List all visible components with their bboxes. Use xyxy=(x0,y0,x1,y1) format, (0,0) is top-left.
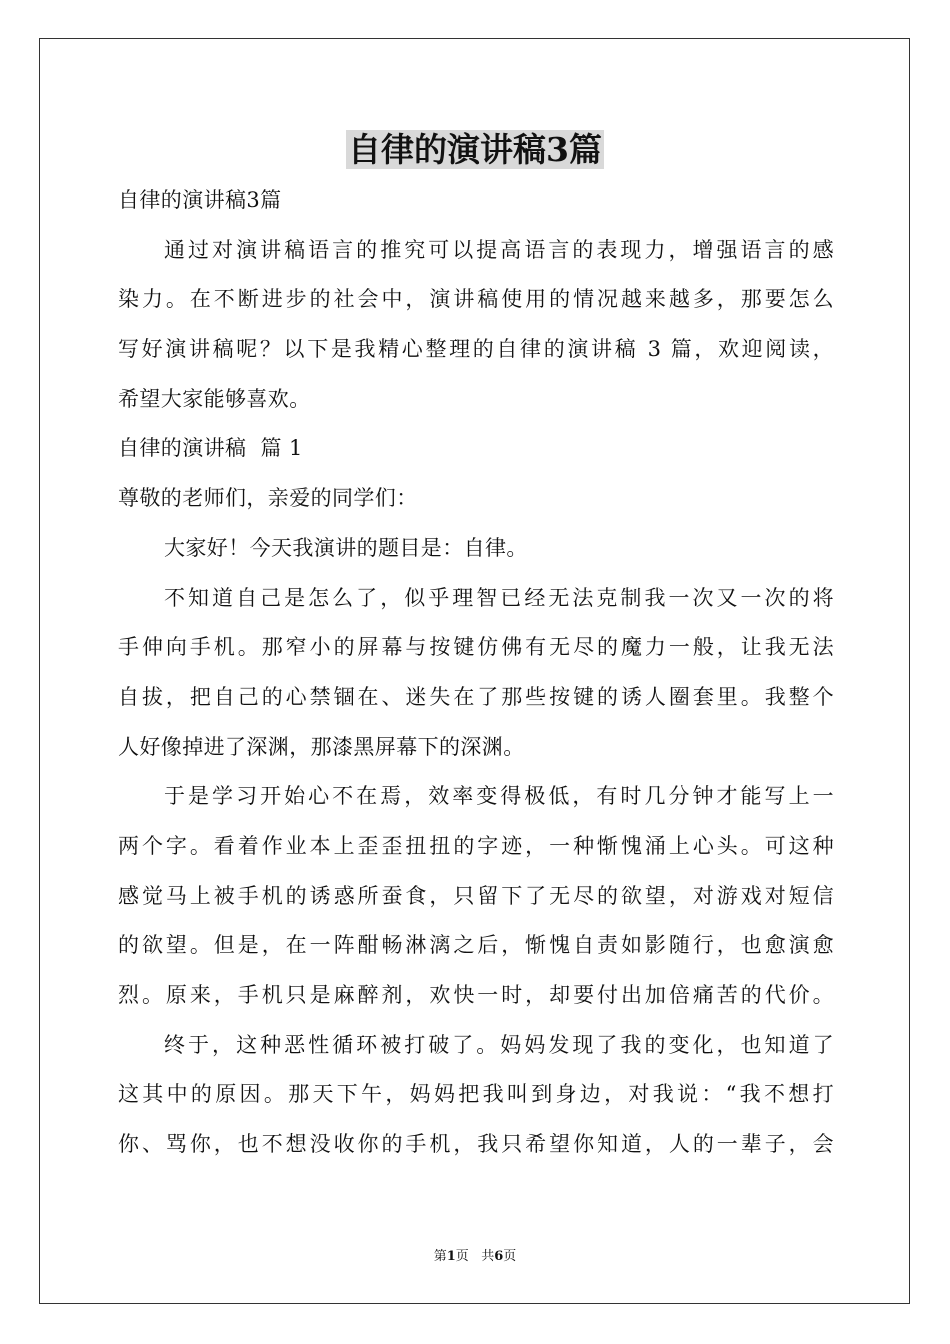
paragraph-line: 的欲望。但是，在一阵酣畅淋漓之后，惭愧自责如影随行，也愈演愈 xyxy=(118,933,834,958)
paragraph-line: 你、骂你，也不想没收你的手机，我只希望你知道，人的一辈子，会 xyxy=(118,1132,834,1157)
paragraph-line: 大家好！今天我演讲的题目是：自律。 xyxy=(164,535,528,560)
paragraph-line: 手伸向手机。那窄小的屏幕与按键仿佛有无尽的魔力一般，让我无法 xyxy=(118,635,834,660)
salutation-line: 尊敬的老师们，亲爱的同学们： xyxy=(118,486,418,511)
document-title xyxy=(0,128,950,172)
paragraph-line: 烈。原来，手机只是麻醉剂，欢快一时，却要付出加倍痛苦的代价。 xyxy=(118,983,834,1007)
paragraph-line: 这其中的原因。那天下午，妈妈把我叫到身边，对我说：“我不想打 xyxy=(118,1082,834,1107)
paragraph-line: 于是学习开始心不在焉，效率变得极低，有时几分钟才能写上一 xyxy=(164,784,834,809)
page-number: 1 xyxy=(446,1249,456,1264)
paragraph-line: 希望大家能够喜欢。 xyxy=(118,386,311,411)
total-pages-suffix: 页 xyxy=(503,1249,517,1264)
page-number-prefix: 第 xyxy=(433,1249,447,1264)
section-heading: 自律的演讲稿 篇 1 xyxy=(118,436,303,461)
subtitle-line: 自律的演讲稿3篇 xyxy=(118,188,282,212)
paragraph-line: 感觉马上被手机的诱惑所蚕食，只留下了无尽的欲望，对游戏对短信 xyxy=(118,883,834,908)
paragraph-line: 人好像掉进了深渊，那漆黑屏幕下的深渊。 xyxy=(118,734,525,759)
page-number-suffix: 页 xyxy=(455,1249,469,1264)
paragraph-line: 写好演讲稿呢？以下是我精心整理的自律的演讲稿 3 篇，欢迎阅读， xyxy=(118,337,834,362)
paragraph-line: 两个字。看着作业本上歪歪扭扭的字迹，一种惭愧涌上心头。可这种 xyxy=(118,833,834,858)
paragraph-line: 通过对演讲稿语言的推究可以提高语言的表现力，增强语言的感 xyxy=(164,237,834,262)
page-footer xyxy=(0,1248,950,1266)
total-pages: 6 xyxy=(494,1249,504,1264)
paragraph-line: 自拔，把自己的心禁锢在、迷失在了那些按键的诱人圈套里。我整个 xyxy=(118,684,834,709)
document-body xyxy=(118,176,834,1170)
document-title-text: 自律的演讲稿3篇 xyxy=(348,130,602,169)
paragraph-line: 终于，这种恶性循环被打破了。妈妈发现了我的变化，也知道了 xyxy=(164,1032,834,1057)
paragraph-line: 染力。在不断进步的社会中，演讲稿使用的情况越来越多，那要怎么 xyxy=(118,287,834,312)
paragraph-line: 不知道自己是怎么了，似乎理智已经无法克制我一次又一次的将 xyxy=(164,585,834,610)
total-pages-prefix: 共 xyxy=(481,1249,495,1264)
